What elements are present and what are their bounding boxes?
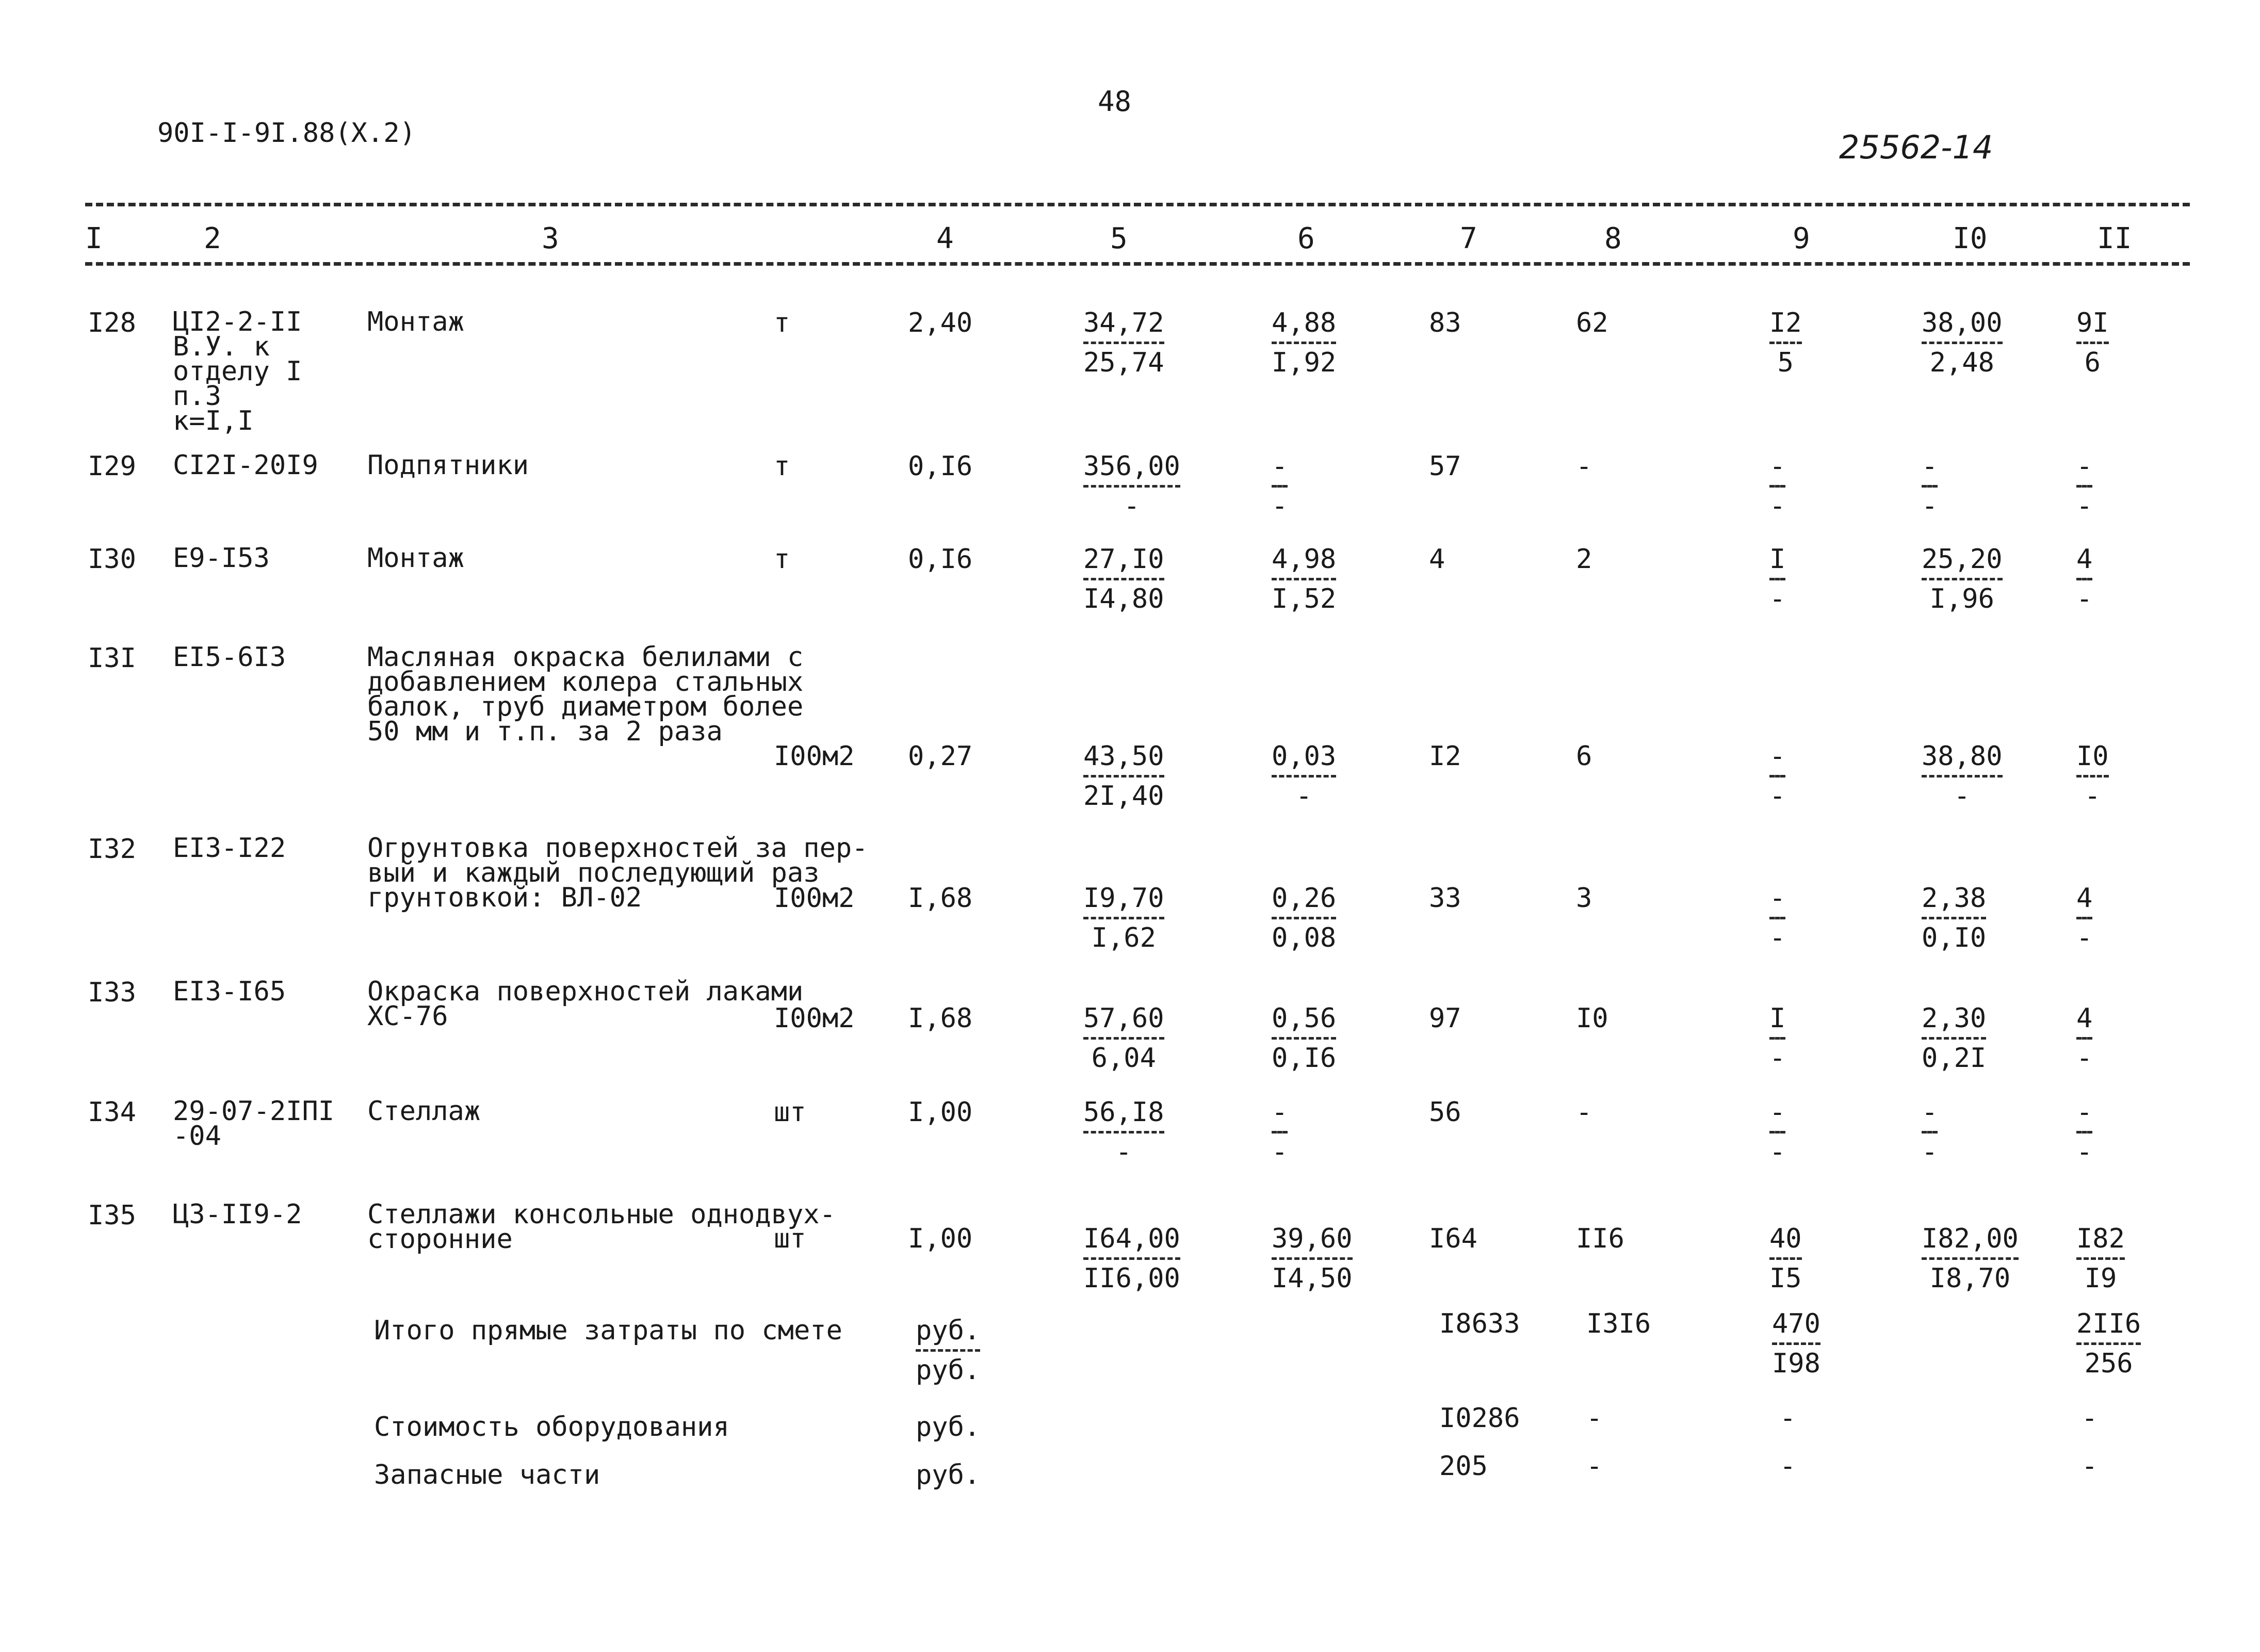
col-header-11: II xyxy=(2097,222,2132,255)
summary-unit-bottom: руб. xyxy=(916,1355,981,1386)
summary-col8: - xyxy=(1586,1451,1603,1482)
summary-col9-top: 470 xyxy=(1772,1308,1820,1339)
fraction-bar xyxy=(1083,1257,1180,1260)
row-col6-top: - xyxy=(1272,451,1288,482)
fraction-bar xyxy=(1922,917,1986,919)
summary-col11-fraction xyxy=(2076,1310,2141,1377)
summary-label: Стоимость оборудования xyxy=(374,1412,729,1443)
row-col5-bottom: I4,80 xyxy=(1083,584,1164,614)
fraction-bar xyxy=(2076,1257,2125,1260)
row-col11-top: 4 xyxy=(2076,544,2093,575)
row-col11-bottom: - xyxy=(2076,491,2093,522)
row-col10 xyxy=(1922,307,2003,378)
row-col10 xyxy=(1922,546,2003,612)
row-col9 xyxy=(1769,1097,1786,1168)
row-code: E9-I53 xyxy=(173,543,270,574)
row-col5 xyxy=(1083,741,1164,812)
row-col9-bottom: - xyxy=(1769,922,1786,953)
fraction-bar xyxy=(1769,578,1785,580)
summary-col11: - xyxy=(2082,1451,2098,1482)
row-col8: - xyxy=(1576,451,1592,482)
row-col6-bottom: I,52 xyxy=(1272,584,1337,614)
row-name: Стеллажи консольные однодвух- сторонние xyxy=(367,1199,836,1255)
row-col6-top: - xyxy=(1272,1097,1288,1128)
row-col11-top: I82 xyxy=(2076,1223,2125,1254)
row-col6-top: 0,56 xyxy=(1272,1003,1337,1034)
row-col8: 2 xyxy=(1576,544,1592,575)
row-col9 xyxy=(1769,546,1785,612)
fraction-bar xyxy=(2076,342,2109,344)
header-bottom-rule xyxy=(85,262,2190,266)
summary-unit-top: руб. xyxy=(916,1315,981,1346)
row-col9-top: - xyxy=(1769,883,1786,914)
row-col11-top: I0 xyxy=(2076,741,2109,772)
row-col6-bottom: I,92 xyxy=(1272,347,1337,378)
row-col6 xyxy=(1272,453,1288,520)
fraction-bar xyxy=(1769,1131,1785,1133)
row-col11 xyxy=(2076,453,2092,520)
row-code: EI3-I22 xyxy=(173,833,286,864)
fraction-bar xyxy=(1272,1037,1336,1040)
row-col10 xyxy=(1922,453,1938,520)
row-col6-bottom: - xyxy=(1272,491,1288,522)
row-col7: 83 xyxy=(1429,307,1461,338)
row-col6-top: 0,03 xyxy=(1272,741,1337,772)
row-col7: 57 xyxy=(1429,451,1461,482)
row-col10-bottom: 2,48 xyxy=(1929,347,1994,378)
row-col11-bottom: - xyxy=(2076,922,2093,953)
summary-col7: I0286 xyxy=(1439,1403,1520,1434)
row-unit: шт xyxy=(774,1097,806,1128)
fraction-bar xyxy=(1083,1037,1164,1040)
row-unit: I00м2 xyxy=(774,883,855,914)
row-col6-bottom: 0,I6 xyxy=(1272,1043,1337,1074)
col-header-6: 6 xyxy=(1297,222,1315,255)
fraction-bar xyxy=(1083,342,1164,344)
row-col5-bottom: II6,00 xyxy=(1083,1263,1180,1294)
row-col7: 56 xyxy=(1429,1097,1461,1128)
row-col7: 97 xyxy=(1429,1003,1461,1034)
fraction-bar xyxy=(2076,485,2092,488)
row-code: EI3-I65 xyxy=(173,976,286,1007)
row-col11-bottom: - xyxy=(2076,1137,2093,1168)
row-col11-bottom: - xyxy=(2076,584,2093,614)
col-header-4: 4 xyxy=(936,222,954,255)
row-col6 xyxy=(1272,1097,1288,1168)
summary-unit-fraction xyxy=(916,1317,980,1384)
row-name: Стеллаж xyxy=(367,1096,481,1127)
fraction-bar xyxy=(1922,1131,1938,1133)
row-name: Окраска поверхностей лаками ХС-76 xyxy=(367,976,804,1032)
row-col5-top: 57,60 xyxy=(1083,1003,1164,1034)
row-col9-top: I xyxy=(1769,1003,1786,1034)
row-col6 xyxy=(1272,546,1336,612)
row-col11 xyxy=(2076,546,2092,612)
row-col9 xyxy=(1769,1225,1802,1292)
row-col9 xyxy=(1769,1005,1785,1072)
row-code: Ц3-II9-2 xyxy=(173,1199,302,1230)
summary-col8: - xyxy=(1586,1403,1603,1434)
row-col5-top: 34,72 xyxy=(1083,307,1164,338)
row-col10-top: I82,00 xyxy=(1922,1223,2019,1254)
row-col11-top: 4 xyxy=(2076,883,2093,914)
row-unit: шт xyxy=(774,1223,806,1254)
row-col11 xyxy=(2076,307,2109,378)
row-col5-top: I64,00 xyxy=(1083,1223,1180,1254)
row-col11-bottom: - xyxy=(2084,781,2101,812)
row-unit: I00м2 xyxy=(774,741,855,772)
row-col9-top: - xyxy=(1769,741,1786,772)
fraction-bar xyxy=(1083,1131,1164,1133)
fraction-bar xyxy=(1272,485,1288,488)
fraction-bar xyxy=(1922,1257,2019,1260)
summary-col11-bottom: 256 xyxy=(2084,1348,2133,1379)
fraction-bar xyxy=(1922,578,2003,580)
row-col5-top: 27,I0 xyxy=(1083,544,1164,575)
row-col5-bottom: 6,04 xyxy=(1091,1043,1156,1074)
fraction-bar xyxy=(1272,342,1336,344)
row-col9-top: - xyxy=(1769,1097,1786,1128)
row-col9-top: - xyxy=(1769,451,1786,482)
fraction-bar xyxy=(2076,1037,2092,1040)
row-number: I32 xyxy=(88,834,136,865)
row-number: I33 xyxy=(88,977,136,1008)
row-col6-bottom: - xyxy=(1295,781,1312,812)
row-col11 xyxy=(2076,1005,2092,1072)
row-unit: I00м2 xyxy=(774,1003,855,1034)
row-col10-top: 25,20 xyxy=(1922,544,2003,575)
summary-col9-bottom: I98 xyxy=(1772,1348,1820,1379)
summary-col8: I3I6 xyxy=(1586,1308,1651,1339)
row-col6-bottom: 0,08 xyxy=(1272,922,1337,953)
fraction-bar xyxy=(916,1349,980,1352)
fraction-bar xyxy=(1769,342,1802,344)
row-col5 xyxy=(1083,1225,1180,1292)
fraction-bar xyxy=(1083,485,1180,488)
fraction-bar xyxy=(1769,1037,1785,1040)
row-col7: I2 xyxy=(1429,741,1461,772)
row-col11 xyxy=(2076,1225,2125,1292)
row-col9 xyxy=(1769,741,1786,812)
row-col6-bottom: - xyxy=(1272,1137,1288,1168)
fraction-bar xyxy=(1922,342,2003,344)
row-col10-top: 38,80 xyxy=(1922,741,2003,772)
row-col10 xyxy=(1922,1097,1938,1168)
row-col11-top: 4 xyxy=(2076,1003,2093,1034)
row-col9-bottom: I5 xyxy=(1769,1263,1802,1294)
row-quantity: I,00 xyxy=(908,1223,973,1254)
row-col11 xyxy=(2076,885,2092,951)
row-unit: т xyxy=(774,451,790,482)
fraction-bar xyxy=(1922,775,2003,778)
row-col5 xyxy=(1083,885,1164,951)
col-header-7: 7 xyxy=(1460,222,1477,255)
row-col9 xyxy=(1769,885,1785,951)
col-header-8: 8 xyxy=(1604,222,1622,255)
row-col5 xyxy=(1083,1097,1164,1168)
row-col11-top: 9I xyxy=(2076,307,2109,338)
row-col10-top: 2,30 xyxy=(1922,1003,1987,1034)
row-col10-bottom: - xyxy=(1922,1137,1938,1168)
fraction-bar xyxy=(1769,485,1785,488)
summary-col9: - xyxy=(1780,1451,1796,1482)
row-col10 xyxy=(1922,1225,2019,1292)
fraction-bar xyxy=(2076,775,2109,778)
row-col10 xyxy=(1922,885,1986,951)
row-col9-bottom: - xyxy=(1769,781,1786,812)
row-quantity: I,68 xyxy=(908,1003,973,1034)
row-name: Масляная окраска белилами с добавлением колера стальных балок, труб диаметром более 50 мм и т.п. за 2 раза xyxy=(367,642,804,747)
fraction-bar xyxy=(2076,917,2092,919)
row-number: I35 xyxy=(88,1200,136,1231)
row-col5-top: I9,70 xyxy=(1083,883,1164,914)
row-col10-top: - xyxy=(1922,451,1938,482)
fraction-bar xyxy=(1922,1037,1986,1040)
col-header-3: 3 xyxy=(542,222,559,255)
fraction-bar xyxy=(1083,775,1164,778)
col-header-9: 9 xyxy=(1793,222,1810,255)
row-name: Подпятники xyxy=(367,450,529,481)
row-quantity: 2,40 xyxy=(908,307,973,338)
row-col9-top: I xyxy=(1769,544,1786,575)
row-col11 xyxy=(2076,741,2109,812)
archive-number: 25562-14 xyxy=(1839,128,1993,166)
row-col9-bottom: - xyxy=(1769,1043,1786,1074)
row-col10 xyxy=(1922,741,2003,812)
row-col9-top: I2 xyxy=(1769,307,1802,338)
summary-label: Итого прямые затраты по смете xyxy=(374,1315,842,1346)
row-col10 xyxy=(1922,1005,1986,1072)
row-col6-top: 0,26 xyxy=(1272,883,1337,914)
row-col6-bottom: I4,50 xyxy=(1272,1263,1353,1294)
row-col6-top: 4,88 xyxy=(1272,307,1337,338)
row-col11-top: - xyxy=(2076,451,2093,482)
page-number: 48 xyxy=(1098,85,1132,118)
row-col11-bottom: 6 xyxy=(2084,347,2101,378)
row-name: Монтаж xyxy=(367,306,464,337)
fraction-bar xyxy=(2076,578,2092,580)
row-col6 xyxy=(1272,885,1336,951)
row-col6 xyxy=(1272,1225,1353,1292)
fraction-bar xyxy=(1769,775,1785,778)
row-unit: т xyxy=(774,307,790,338)
row-col10-bottom: - xyxy=(1954,781,1970,812)
col-header-2: 2 xyxy=(204,222,221,255)
row-col9-bottom: - xyxy=(1769,491,1786,522)
summary-col11-top: 2II6 xyxy=(2076,1308,2141,1339)
row-col5-bottom: - xyxy=(1124,491,1140,522)
row-col5 xyxy=(1083,453,1180,520)
row-col11-bottom: - xyxy=(2076,1043,2093,1074)
row-code: 29-07-2IПI -04 xyxy=(173,1096,335,1152)
row-quantity: 0,27 xyxy=(908,741,973,772)
summary-unit: руб. xyxy=(916,1460,981,1491)
row-quantity: 0,I6 xyxy=(908,544,973,575)
fraction-bar xyxy=(1769,917,1785,919)
fraction-bar xyxy=(1772,1342,1820,1345)
row-name: Огрунтовка поверхностей за пер- вый и каждый последующий раз грунтовкой: ВЛ-02 xyxy=(367,833,868,913)
row-col9-top: 40 xyxy=(1769,1223,1802,1254)
row-quantity: I,68 xyxy=(908,883,973,914)
row-col8: II6 xyxy=(1576,1223,1624,1254)
row-code: ЦI2-2-II В.У. к отделу I п.3 к=I,I xyxy=(173,306,302,436)
fraction-bar xyxy=(2076,1131,2092,1133)
summary-col9: - xyxy=(1780,1403,1796,1434)
summary-col9-fraction xyxy=(1772,1310,1820,1377)
row-col7: I64 xyxy=(1429,1223,1477,1254)
row-col5-bottom: I,62 xyxy=(1091,922,1156,953)
row-col9-bottom: - xyxy=(1769,584,1786,614)
fraction-bar xyxy=(1272,1257,1353,1260)
row-col11-bottom: I9 xyxy=(2084,1263,2117,1294)
row-col10-top: 38,00 xyxy=(1922,307,2003,338)
row-quantity: I,00 xyxy=(908,1097,973,1128)
row-code: EI5-6I3 xyxy=(173,642,286,673)
row-col9-bottom: - xyxy=(1769,1137,1786,1168)
row-col10-bottom: 0,2I xyxy=(1922,1043,1987,1074)
fraction-bar xyxy=(1272,775,1336,778)
row-col10-bottom: I8,70 xyxy=(1929,1263,2011,1294)
summary-col7: 205 xyxy=(1439,1451,1488,1482)
row-col8: 6 xyxy=(1576,741,1592,772)
fraction-bar xyxy=(1922,485,1938,488)
row-col9-bottom: 5 xyxy=(1777,347,1794,378)
document-code: 90I-I-9I.88(X.2) xyxy=(157,118,416,149)
row-col10-bottom: I,96 xyxy=(1929,584,1994,614)
row-number: I28 xyxy=(88,307,136,338)
col-header-10: I0 xyxy=(1953,222,1988,255)
row-col7: 33 xyxy=(1429,883,1461,914)
row-col9 xyxy=(1769,307,1802,378)
row-quantity: 0,I6 xyxy=(908,451,973,482)
row-col6-top: 4,98 xyxy=(1272,544,1337,575)
row-col5-top: 43,50 xyxy=(1083,741,1164,772)
row-number: I3I xyxy=(88,643,136,674)
fraction-bar xyxy=(1083,578,1164,580)
fraction-bar xyxy=(1272,917,1336,919)
row-col8: 3 xyxy=(1576,883,1592,914)
row-number: I29 xyxy=(88,451,136,482)
row-unit: т xyxy=(774,544,790,575)
row-col5 xyxy=(1083,307,1164,378)
row-col6 xyxy=(1272,307,1337,378)
row-col11 xyxy=(2076,1097,2093,1168)
row-col10-top: - xyxy=(1922,1097,1938,1128)
fraction-bar xyxy=(1272,578,1336,580)
row-col10-bottom: - xyxy=(1922,491,1938,522)
row-col6-top: 39,60 xyxy=(1272,1223,1353,1254)
row-col5 xyxy=(1083,546,1164,612)
header-top-rule xyxy=(85,203,2190,206)
summary-col11: - xyxy=(2082,1403,2098,1434)
col-header-1: I xyxy=(85,222,103,255)
row-number: I34 xyxy=(88,1097,136,1128)
row-col9 xyxy=(1769,453,1785,520)
row-col5-bottom: 2I,40 xyxy=(1083,781,1164,812)
row-col6 xyxy=(1272,741,1337,812)
row-col11-top: - xyxy=(2076,1097,2093,1128)
row-col8: - xyxy=(1576,1097,1592,1128)
row-col5-bottom: - xyxy=(1115,1137,1132,1168)
summary-unit: руб. xyxy=(916,1412,981,1443)
fraction-bar xyxy=(1769,1257,1802,1260)
row-col10-top: 2,38 xyxy=(1922,883,1987,914)
row-col8: I0 xyxy=(1576,1003,1608,1034)
row-col5-bottom: 25,74 xyxy=(1083,347,1164,378)
row-col5-top: 356,00 xyxy=(1083,451,1180,482)
row-col7: 4 xyxy=(1429,544,1445,575)
row-col8: 62 xyxy=(1576,307,1608,338)
fraction-bar xyxy=(1083,917,1164,919)
row-code: CI2I-20I9 xyxy=(173,450,318,481)
row-number: I30 xyxy=(88,544,136,575)
row-col6 xyxy=(1272,1005,1336,1072)
fraction-bar xyxy=(2076,1342,2141,1345)
col-header-5: 5 xyxy=(1110,222,1128,255)
fraction-bar xyxy=(1272,1131,1288,1133)
row-col10-bottom: 0,I0 xyxy=(1922,922,1987,953)
summary-col7: I8633 xyxy=(1439,1308,1520,1339)
row-col5-top: 56,I8 xyxy=(1083,1097,1164,1128)
row-col5 xyxy=(1083,1005,1164,1072)
summary-label: Запасные части xyxy=(374,1460,600,1491)
row-name: Монтаж xyxy=(367,543,464,574)
